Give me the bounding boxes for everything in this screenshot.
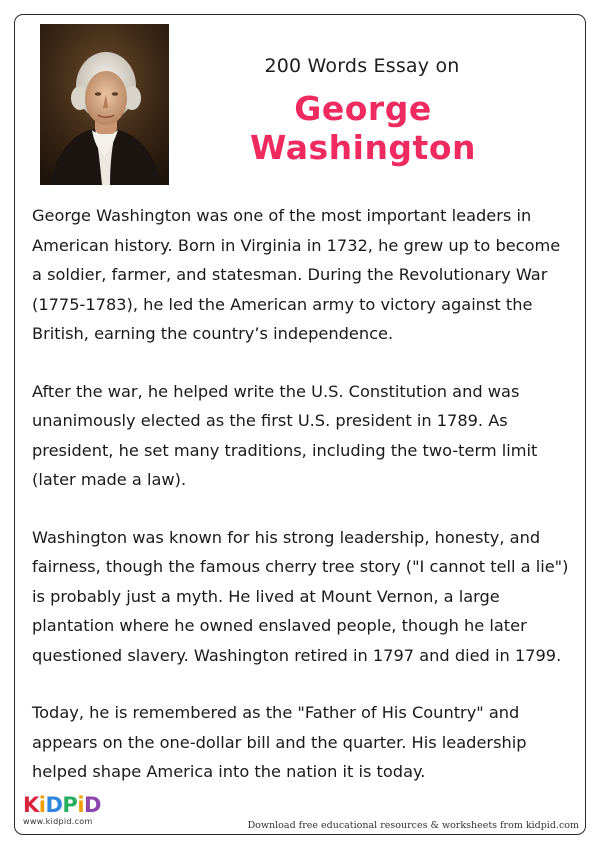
- essay-body: [32, 201, 572, 787]
- george-washington-portrait: [40, 24, 169, 185]
- kidpid-logo[interactable]: [23, 794, 133, 830]
- essay-paragraph-4: Today, he is remembered as the "Father of His Country" and appears on the one-dollar bill and the quarter. His leadership helped shape America into the nation it is today.: [32, 703, 527, 781]
- logo-letter-k: K: [23, 793, 39, 817]
- essay-paragraph-1: George Washington was one of the most important leaders in American history. Born in Virginia in 1732, he grew up to become a soldier, farmer, and statesman. During the Revolutionary War (1775-1783), he led the American army to victory against the British, earning the country’s independence.: [32, 206, 561, 343]
- essay-subtitle: 200 Words Essay on: [264, 55, 460, 77]
- essay-paragraph-2: After the war, he helped write the U.S. Constitution and was unanimously elected as the first U.S. president in 1789. As president, he set many traditions, including the two-term limit (later made a law).: [32, 381, 538, 489]
- worksheet-page: [14, 14, 586, 835]
- portrait-image: [40, 24, 169, 185]
- essay-title: George Washington: [250, 89, 476, 167]
- logo-letter-p: P: [62, 793, 78, 817]
- essay-paragraph-3: Washington was known for his strong leadership, honesty, and fairness, though the famous cherry tree story ("I cannot tell a lie") is probably just a myth. He lived at Mount Vernon, a large plantation where he owned enslaved people, though he later questioned slavery. Washington retired in 1797 and died in 1799.: [32, 527, 569, 665]
- kidpid-logo-wordmark: [23, 794, 133, 816]
- logo-letter-i-2: i: [77, 793, 85, 817]
- logo-letter-d: D: [45, 793, 63, 817]
- logo-letter-i: i: [38, 793, 46, 817]
- footer-download-note: Download free educational resources & worksheets from kidpid.com: [247, 820, 579, 831]
- logo-letter-d-2: D: [84, 793, 101, 817]
- logo-url[interactable]: www.kidpid.com: [23, 817, 93, 826]
